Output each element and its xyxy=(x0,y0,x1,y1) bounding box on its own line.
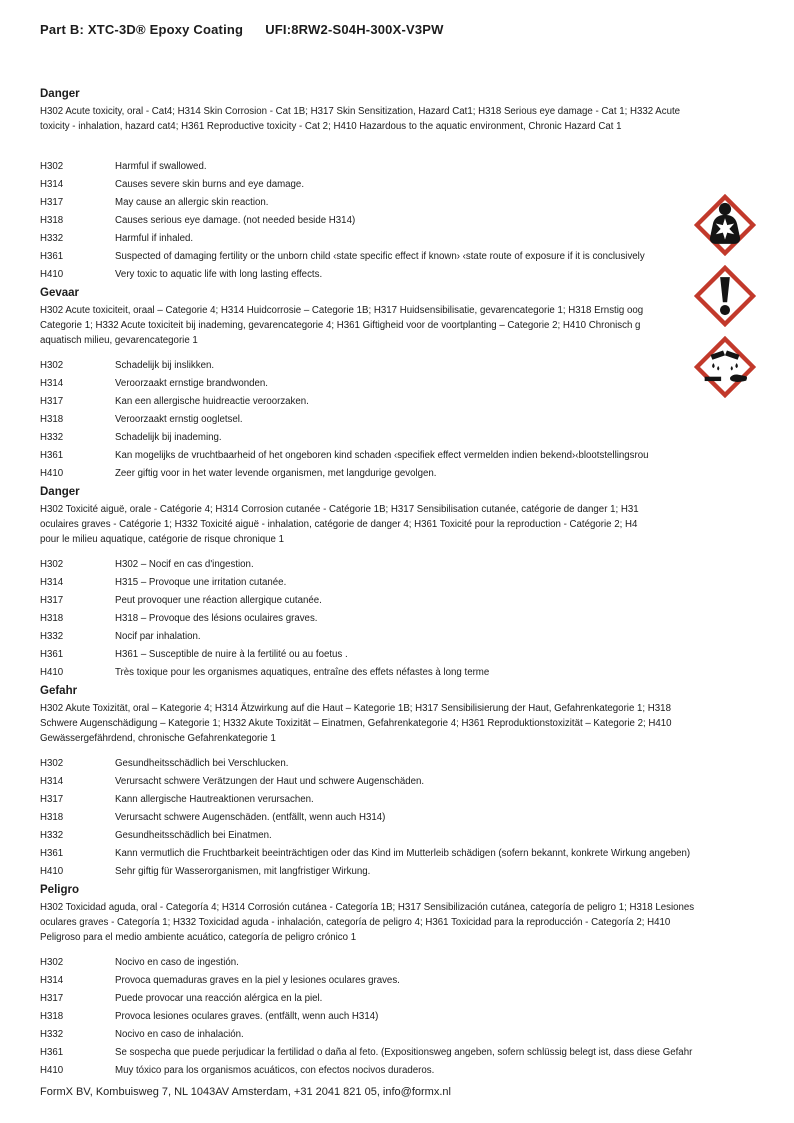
hazard-code: H361 xyxy=(40,251,64,262)
classification-paragraph-fr xyxy=(40,502,766,547)
classification-paragraph-nl xyxy=(40,303,766,348)
hazard-statement: Nocivo en caso de ingestión. xyxy=(115,957,239,968)
hazard-row xyxy=(40,595,766,613)
hazard-row xyxy=(40,577,766,595)
hazard-row xyxy=(40,161,766,179)
hazard-row xyxy=(40,1047,766,1065)
hazard-statement: Verursacht schwere Augenschäden. (entfällt, wenn auch H314) xyxy=(115,812,386,823)
hazard-statements-de xyxy=(40,758,766,884)
hazard-code: H314 xyxy=(40,378,64,389)
hazard-row xyxy=(40,1011,766,1029)
hazard-code: H410 xyxy=(40,1065,64,1076)
hazard-statement: Verursacht schwere Verätzungen der Haut und schwere Augenschäden. xyxy=(115,776,425,787)
hazard-row xyxy=(40,794,766,812)
hazard-statement: Harmful if swallowed. xyxy=(115,161,207,172)
hazard-section-nl xyxy=(40,287,766,486)
hazard-statements-nl xyxy=(40,360,766,486)
footer-company-info: FormX BV, Kombuisweg 7, NL 1043AV Amsterdam, +31 2041 821 05, info@formx.nl xyxy=(40,1086,451,1098)
ufi-code: UFI:8RW2-S04H-300X-V3PW xyxy=(265,22,444,37)
classification-line: H302 Toxicité aiguë, orale - Catégorie 4; H314 Corrosion cutanée - Catégorie 1B; H317 Sensibilisation cutanée, catégorie de danger 1; H31 xyxy=(40,504,639,515)
hazard-row xyxy=(40,179,766,197)
hazard-code: H302 xyxy=(40,161,64,172)
hazard-statement: Schadelijk bij inslikken. xyxy=(115,360,215,371)
hazard-code: H410 xyxy=(40,269,64,280)
hazard-statement: Muy tóxico para los organismos acuáticos, con efectos nocivos duraderos. xyxy=(115,1065,435,1076)
hazard-row xyxy=(40,649,766,667)
signal-word-en: Danger xyxy=(40,88,80,100)
hazard-section-fr xyxy=(40,486,766,685)
product-name: Part B: XTC-3D® Epoxy Coating xyxy=(40,22,244,37)
classification-line: H302 Akute Toxizität, oral – Kategorie 4; H314 Ätzwirkung auf die Haut – Kategorie 1B; H317 Sensibilisierung der Haut, Gefahrenkategorie 1; H318 xyxy=(40,703,671,714)
hazard-code: H318 xyxy=(40,613,64,624)
classification-line: H302 Acute toxicity, oral - Cat4; H314 Skin Corrosion - Cat 1B; H317 Skin Sensitization, Hazard Cat1; H318 Serious eye damage - Cat 1; H332 Acute xyxy=(40,106,681,117)
hazard-statement: Kann vermutlich die Fruchtbarkeit beeinträchtigen oder das Kind im Mutterleib schädigen (sofern bekannt, konkrete Wirkung angeben) xyxy=(115,848,691,859)
hazard-row xyxy=(40,233,766,251)
hazard-code: H318 xyxy=(40,812,64,823)
hazard-row xyxy=(40,450,766,468)
hazard-row xyxy=(40,812,766,830)
document-title xyxy=(40,22,444,37)
hazard-statement: Zeer giftig voor in het water levende organismen, met langdurige gevolgen. xyxy=(115,468,437,479)
hazard-statement: Schadelijk bij inademing. xyxy=(115,432,222,443)
hazard-section-es xyxy=(40,884,766,1083)
hazard-code: H361 xyxy=(40,848,64,859)
hazard-code: H302 xyxy=(40,758,64,769)
hazard-row xyxy=(40,631,766,649)
hazard-row xyxy=(40,251,766,269)
hazard-code: H332 xyxy=(40,631,64,642)
hazard-code: H302 xyxy=(40,559,64,570)
classification-paragraph-es xyxy=(40,900,766,945)
hazard-row xyxy=(40,396,766,414)
classification-line: Schwere Augenschädigung – Kategorie 1; H332 Akute Toxizität – Einatmen, Gefahrenkategorie 4; H361 Reproduktionstoxizität – Kategorie 2; H410 xyxy=(40,718,672,729)
hazard-code: H332 xyxy=(40,830,64,841)
classification-line: oculares graves - Categoría 1; H332 Toxicidad aguda - inhalación, categoría de peligro 4; H361 Toxicidad para la reproducción - Categoría 2; H410 xyxy=(40,917,671,928)
hazard-code: H410 xyxy=(40,468,64,479)
ghs-pictogram-column xyxy=(694,194,756,398)
hazard-statement: Très toxique pour les organismes aquatiques, entraîne des effets néfastes à long terme xyxy=(115,667,490,678)
hazard-statement: H361 – Susceptible de nuire à la fertilité ou au foetus . xyxy=(115,649,348,660)
hazard-code: H317 xyxy=(40,595,64,606)
hazard-row xyxy=(40,758,766,776)
hazard-statement: Veroorzaakt ernstige brandwonden. xyxy=(115,378,268,389)
hazard-statement: Se sospecha que puede perjudicar la fertilidad o daña al feto. (Expositionsweg angeben, sofern schlüssig belegt ist, dass diese Gefahr xyxy=(115,1047,693,1058)
hazard-code: H302 xyxy=(40,957,64,968)
classification-line: Peligroso para el medio ambiente acuático, categoría de peligro crónico 1 xyxy=(40,932,357,943)
classification-line: pour le milieu aquatique, catégorie de risque chronique 1 xyxy=(40,534,284,545)
hazard-code: H361 xyxy=(40,649,64,660)
hazard-code: H317 xyxy=(40,794,64,805)
hazard-row xyxy=(40,1065,766,1083)
hazard-code: H314 xyxy=(40,975,64,986)
classification-paragraph-en xyxy=(40,104,766,149)
classification-line: toxicity - inhalation, hazard cat4; H361 Reproductive toxicity - Cat 2; H410 Hazardous to the aquatic environment, Chronic Hazard Cat 1 xyxy=(40,121,622,132)
hazard-statements-fr xyxy=(40,559,766,685)
hazard-statement: Nocif par inhalation. xyxy=(115,631,201,642)
hazard-statement: Causes severe skin burns and eye damage. xyxy=(115,179,305,190)
signal-word-es: Peligro xyxy=(40,884,79,896)
hazard-code: H317 xyxy=(40,197,64,208)
hazard-statement: Provoca lesiones oculares graves. (entfällt, wenn auch H314) xyxy=(115,1011,379,1022)
hazard-statement: Nocivo en caso de inhalación. xyxy=(115,1029,244,1040)
hazard-code: H318 xyxy=(40,215,64,226)
hazard-row xyxy=(40,613,766,631)
hazard-row xyxy=(40,993,766,1011)
hazard-code: H361 xyxy=(40,450,64,461)
hazard-row xyxy=(40,414,766,432)
hazard-section-en xyxy=(40,88,766,287)
hazard-code: H361 xyxy=(40,1047,64,1058)
classification-line xyxy=(40,134,766,149)
hazard-statement: Kan een allergische huidreactie veroorzaken. xyxy=(115,396,309,407)
hazard-code: H332 xyxy=(40,432,64,443)
signal-word-nl: Gevaar xyxy=(40,287,80,299)
hazard-row xyxy=(40,432,766,450)
hazard-code: H314 xyxy=(40,577,64,588)
hazard-statement: Suspected of damaging fertility or the unborn child ‹state specific effect if known› ‹state route of exposure if it is conclusively xyxy=(115,251,645,262)
hazard-row xyxy=(40,830,766,848)
hazard-code: H317 xyxy=(40,993,64,1004)
hazard-row xyxy=(40,866,766,884)
hazard-code: H332 xyxy=(40,1029,64,1040)
hazard-row xyxy=(40,957,766,975)
corrosion-icon xyxy=(694,336,756,398)
classification-line: aquatisch milieu, gevarencategorie 1 xyxy=(40,335,198,346)
hazard-row xyxy=(40,776,766,794)
hazard-statement: Causes serious eye damage. (not needed beside H314) xyxy=(115,215,356,226)
signal-word-de: Gefahr xyxy=(40,685,78,697)
hazard-row xyxy=(40,215,766,233)
hazard-statement: H318 – Provoque des lésions oculaires graves. xyxy=(115,613,318,624)
hazard-row xyxy=(40,360,766,378)
hazard-code: H302 xyxy=(40,360,64,371)
hazard-row xyxy=(40,1029,766,1047)
hazard-row xyxy=(40,468,766,486)
hazard-row xyxy=(40,975,766,993)
hazard-content xyxy=(40,88,766,1083)
classification-line: Gewässergefährdend, chronische Gefahrenkategorie 1 xyxy=(40,733,276,744)
classification-line: H302 Acute toxiciteit, oraal – Categorie 4; H314 Huidcorrosie – Categorie 1B; H317 Huidsensibilisatie, gevarencategorie 1; H318 Ernstig oog xyxy=(40,305,644,316)
hazard-statement: Very toxic to aquatic life with long lasting effects. xyxy=(115,269,323,280)
hazard-statement: Kann allergische Hautreaktionen verursachen. xyxy=(115,794,314,805)
hazard-code: H314 xyxy=(40,179,64,190)
exclamation-mark-icon xyxy=(694,265,756,327)
hazard-statement: Provoca quemaduras graves en la piel y lesiones oculares graves. xyxy=(115,975,400,986)
classification-line: oculaires graves - Catégorie 1; H332 Toxicité aiguë - inhalation, catégorie de danger 4; H361 Toxicité pour la reproduction - Catégorie 2; H4 xyxy=(40,519,638,530)
hazard-statement: Gesundheitsschädlich bei Verschlucken. xyxy=(115,758,289,769)
hazard-code: H332 xyxy=(40,233,64,244)
classification-line: H302 Toxicidad aguda, oral - Categoría 4; H314 Corrosión cutánea - Categoría 1B; H317 Sensibilización cutánea, categoría de peligro 1; H318 Lesiones xyxy=(40,902,695,913)
hazard-code: H318 xyxy=(40,414,64,425)
hazard-code: H410 xyxy=(40,866,64,877)
hazard-statement: Kan mogelijks de vruchtbaarheid of het ongeboren kind schaden ‹specifiek effect vermelden indien bekend›‹blootstellingsrou xyxy=(115,450,649,461)
hazard-row xyxy=(40,269,766,287)
hazard-statement: Sehr giftig für Wasserorganismen, mit langfristiger Wirkung. xyxy=(115,866,371,877)
hazard-statement: Veroorzaakt ernstig oogletsel. xyxy=(115,414,243,425)
hazard-statement: H315 – Provoque une irritation cutanée. xyxy=(115,577,287,588)
classification-line: Categorie 1; H332 Acute toxiciteit bij inademing, gevarencategorie 4; H361 Giftigheid voor de voortplanting – Categorie 2; H410 Chronisch g xyxy=(40,320,641,331)
hazard-statement: Puede provocar una reacción alérgica en la piel. xyxy=(115,993,323,1004)
hazard-statement: Gesundheitsschädlich bei Einatmen. xyxy=(115,830,272,841)
hazard-code: H410 xyxy=(40,667,64,678)
health-hazard-icon xyxy=(694,194,756,256)
hazard-row xyxy=(40,197,766,215)
hazard-row xyxy=(40,667,766,685)
hazard-statements-en xyxy=(40,161,766,287)
hazard-code: H318 xyxy=(40,1011,64,1022)
hazard-section-de xyxy=(40,685,766,884)
classification-paragraph-de xyxy=(40,701,766,746)
hazard-statement: H302 – Nocif en cas d'ingestion. xyxy=(115,559,254,570)
hazard-statement: Peut provoquer une réaction allergique cutanée. xyxy=(115,595,322,606)
hazard-statements-es xyxy=(40,957,766,1083)
hazard-row xyxy=(40,378,766,396)
hazard-statement: May cause an allergic skin reaction. xyxy=(115,197,269,208)
signal-word-fr: Danger xyxy=(40,486,80,498)
hazard-statement: Harmful if inhaled. xyxy=(115,233,194,244)
hazard-row xyxy=(40,559,766,577)
hazard-row xyxy=(40,848,766,866)
hazard-code: H314 xyxy=(40,776,64,787)
hazard-code: H317 xyxy=(40,396,64,407)
